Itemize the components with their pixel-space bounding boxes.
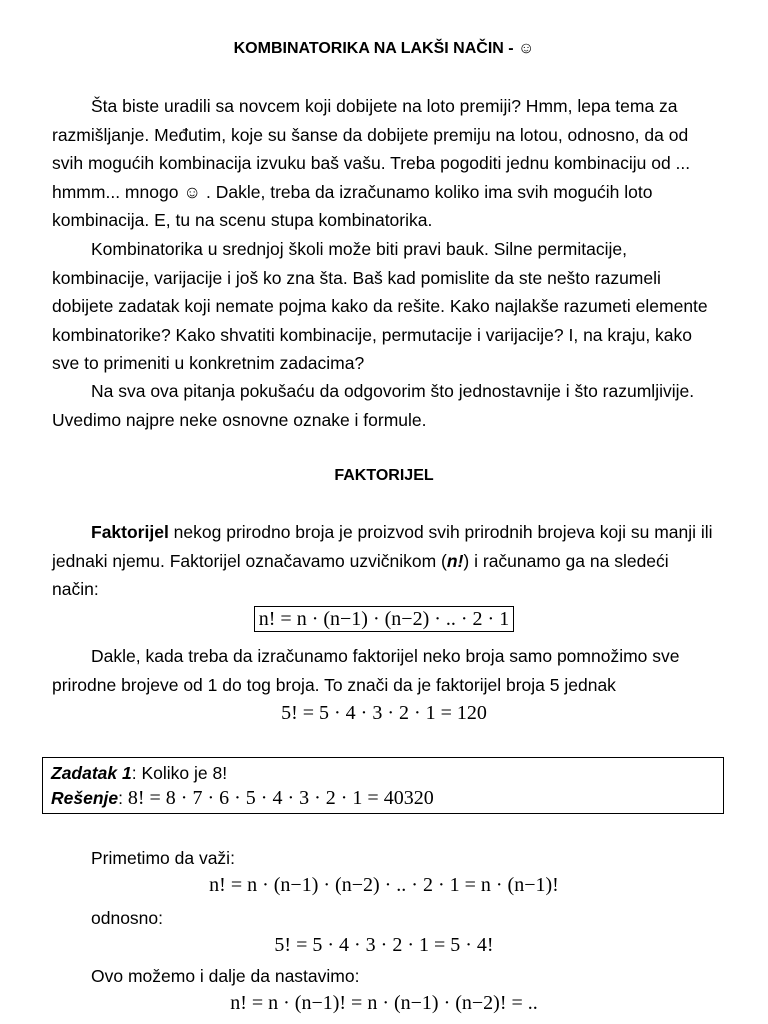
task-label: Zadatak 1 [51,763,132,783]
note-formula-1: n! = n · (n−1) · (n−2) · .. · 2 · 1 = n · (n−1)! [209,874,559,896]
note-2: odnosno: [91,908,164,928]
document-title: KOMBINATORIKA NA LAKŠI NAČIN - ☺ [233,40,535,57]
factorial-formula-block [0,606,768,632]
definition-text-1: nekog prirodno broja je proizvod svih prirodnih brojeva koji su manji ili jednaki njemu. Faktorijel označavamo uzvičnikom ( [52,522,713,571]
note-3: Ovo možemo i dalje da nastavimo: [91,966,360,986]
note-1: Primetimo da važi: [91,848,235,868]
explanation-paragraph: Dakle, kada treba da izračunamo faktorijel neko broja samo pomnožimo sve prirodne brojeve od 1 do tog broja. To znači da je faktorijel broja 5 jednak [52,646,680,695]
note-formula-3: n! = n · (n−1)! = n · (n−1) · (n−2)! = .. [230,992,538,1014]
definition-paragraph [52,518,720,604]
definition-text-2: ) i računamo ga na sledeći način: [52,550,669,599]
factorial-example: 5! = 5 · 4 · 3 · 2 · 1 = 120 [281,702,487,724]
note-formula-2: 5! = 5 · 4 · 3 · 2 · 1 = 5 · 4! [274,934,494,956]
task-question: : Koliko je 8! [131,763,228,783]
factorial-symbol: n! [446,550,464,571]
section-heading: FAKTORIJEL [334,467,434,484]
intro-paragraph-2: Kombinatorika u srednjoj školi može biti pravi bauk. Silne permitacije, kombinacije, varijacije i još ko zna šta. Baš kad pomislite da ste nešto razumeli dobijete zadatak koji nemate pojma kako da rešite. Kako najlakše razumeti elemente kombinatorike? Kako shvatiti kombinacije, permutacije i varijacije? I, na kraju, kako sve to primeniti u konkretnim zadacima? [52,239,708,373]
intro-paragraph-3: Na sva ova pitanja pokušaću da odgovorim što jednostavnije i što razumljivije. Uvedimo najpre neke osnovne oznake i formule. [52,381,695,430]
solution-colon: : [118,787,128,808]
task-solution: 8! = 8 · 7 · 6 · 5 · 4 · 3 · 2 · 1 = 40320 [127,786,434,809]
factorial-formula: n! = n · (n−1) · (n−2) · .. · 2 · 1 [254,606,514,632]
task-box [42,757,724,814]
solution-label: Rešenje [51,787,119,808]
task-question-line [51,761,715,786]
task-solution-line [51,786,715,811]
intro-paragraph-1: Šta biste uradili sa novcem koji dobijete na loto premiji? Hmm, lepa tema za razmišljanje. Međutim, koje su šanse da dobijete premiju na lotou, odnosno, da od svih mogućih kombinacija izvuku baš vašu. Treba pogoditi jednu kombinaciju od ... hmmm... mnogo ☺ . Dakle, treba da izračunamo koliko ima svih mogućih loto kombinacija. E, tu na scenu stupa kombinatorika. [52,96,691,230]
definition-term: Faktorijel [91,522,169,542]
